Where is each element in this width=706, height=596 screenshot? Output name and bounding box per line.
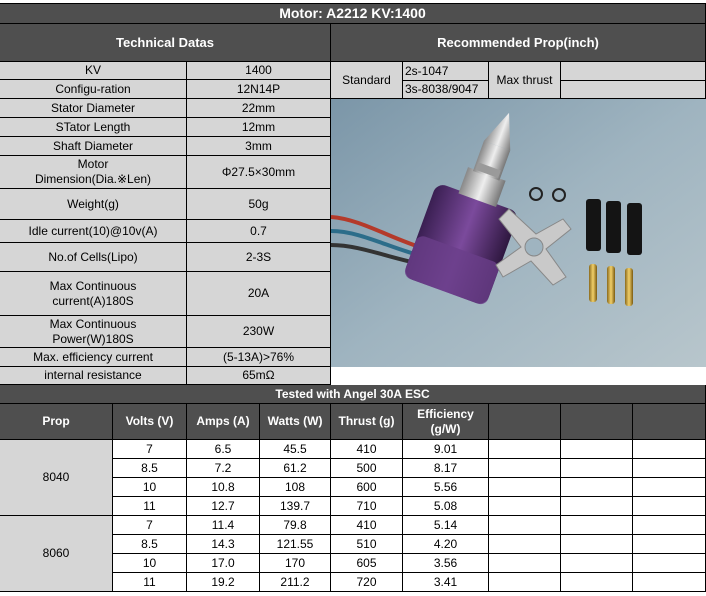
table-cell: 7	[113, 516, 187, 535]
max-thrust-label: Max thrust	[489, 62, 561, 99]
table-cell-empty	[561, 516, 633, 535]
table-cell: 10.8	[187, 478, 260, 497]
table-cell: 7	[113, 440, 187, 459]
table-cell: 6.5	[187, 440, 260, 459]
column-header-empty	[561, 404, 633, 440]
motor-photo	[331, 99, 706, 367]
table-cell: 7.2	[187, 459, 260, 478]
spec-label: Shaft Diameter	[0, 137, 187, 156]
table-cell: 720	[331, 573, 403, 592]
table-cell-empty	[489, 573, 561, 592]
table-cell: 8.5	[113, 459, 187, 478]
table-cell: 14.3	[187, 535, 260, 554]
standard-label: Standard	[331, 62, 403, 99]
table-cell-empty	[633, 573, 706, 592]
table-cell-empty	[489, 459, 561, 478]
table-cell: 410	[331, 440, 403, 459]
table-cell: 45.5	[260, 440, 331, 459]
spec-label: Idle current(10)@10v(A)	[0, 220, 187, 243]
prop-cell: 8060	[0, 516, 113, 592]
table-cell: 8.5	[113, 535, 187, 554]
spec-value: 3mm	[187, 137, 331, 156]
table-cell-empty	[633, 478, 706, 497]
spec-label: Configu-ration	[0, 80, 187, 99]
table-cell-empty	[489, 497, 561, 516]
table-cell: 510	[331, 535, 403, 554]
table-cell: 61.2	[260, 459, 331, 478]
spec-label: STator Length	[0, 118, 187, 137]
table-cell-empty	[489, 516, 561, 535]
spec-label: Motor Dimension(Dia.※Len)	[0, 156, 187, 189]
column-header-empty	[489, 404, 561, 440]
table-cell-empty	[633, 497, 706, 516]
table-cell: 10	[113, 554, 187, 573]
prop-option-3s: 3s-8038/9047	[403, 81, 489, 99]
table-cell: 10	[113, 478, 187, 497]
spec-value: 1400	[187, 62, 331, 80]
spec-value: Φ27.5×30mm	[187, 156, 331, 189]
spec-label: KV	[0, 62, 187, 80]
table-cell: 5.56	[403, 478, 489, 497]
spec-value: 230W	[187, 316, 331, 348]
spec-label: Weight(g)	[0, 189, 187, 220]
table-cell: 500	[331, 459, 403, 478]
table-cell-empty	[489, 440, 561, 459]
spec-value: 0.7	[187, 220, 331, 243]
spec-value: 65mΩ	[187, 367, 331, 385]
spec-value: 12mm	[187, 118, 331, 137]
spec-label: No.of Cells(Lipo)	[0, 243, 187, 272]
column-header: Thrust (g)	[331, 404, 403, 440]
test-header: Tested with Angel 30A ESC	[0, 385, 706, 404]
table-cell: 17.0	[187, 554, 260, 573]
spec-label: Max. efficiency current	[0, 348, 187, 367]
table-cell: 139.7	[260, 497, 331, 516]
table-cell: 605	[331, 554, 403, 573]
table-cell: 170	[260, 554, 331, 573]
table-cell-empty	[561, 478, 633, 497]
table-cell: 4.20	[403, 535, 489, 554]
table-cell: 108	[260, 478, 331, 497]
motor-kit-image	[331, 99, 706, 367]
table-cell: 5.14	[403, 516, 489, 535]
table-cell: 3.41	[403, 573, 489, 592]
table-cell: 11.4	[187, 516, 260, 535]
table-cell-empty	[489, 535, 561, 554]
column-header: Efficiency (g/W)	[403, 404, 489, 440]
table-cell-empty	[561, 554, 633, 573]
table-cell: 9.01	[403, 440, 489, 459]
table-cell: 121.55	[260, 535, 331, 554]
table-cell-empty	[633, 516, 706, 535]
table-cell-empty	[561, 459, 633, 478]
table-cell-empty	[561, 573, 633, 592]
recommended-prop-header: Recommended Prop(inch)	[331, 24, 706, 62]
column-header-empty	[633, 404, 706, 440]
table-cell: 600	[331, 478, 403, 497]
table-cell-empty	[489, 478, 561, 497]
spec-value: 20A	[187, 272, 331, 316]
table-cell-empty	[489, 554, 561, 573]
table-cell: 11	[113, 497, 187, 516]
table-cell: 5.08	[403, 497, 489, 516]
column-header: Watts (W)	[260, 404, 331, 440]
spec-label: Max Continuous current(A)180S	[0, 272, 187, 316]
spec-value: 12N14P	[187, 80, 331, 99]
prop-cell: 8040	[0, 440, 113, 516]
table-cell-empty	[561, 440, 633, 459]
table-cell: 11	[113, 573, 187, 592]
table-cell: 211.2	[260, 573, 331, 592]
prop-option-2s: 2s-1047	[403, 62, 489, 81]
column-header: Volts (V)	[113, 404, 187, 440]
table-cell: 79.8	[260, 516, 331, 535]
max-thrust-value-1	[561, 62, 706, 81]
table-cell-empty	[561, 497, 633, 516]
spec-value: 2-3S	[187, 243, 331, 272]
spec-label: Max Continuous Power(W)180S	[0, 316, 187, 348]
table-cell: 12.7	[187, 497, 260, 516]
spec-label: internal resistance	[0, 367, 187, 385]
table-cell-empty	[633, 440, 706, 459]
column-header: Prop	[0, 404, 113, 440]
table-cell-empty	[561, 535, 633, 554]
max-thrust-value-2	[561, 81, 706, 99]
spec-value: 50g	[187, 189, 331, 220]
table-cell: 19.2	[187, 573, 260, 592]
table-cell-empty	[633, 554, 706, 573]
table-cell: 710	[331, 497, 403, 516]
technical-datas-header: Technical Datas	[0, 24, 331, 62]
motor-title: Motor: A2212 KV:1400	[0, 4, 706, 24]
spec-value: (5-13A)>76%	[187, 348, 331, 367]
table-cell: 410	[331, 516, 403, 535]
table-cell-empty	[633, 459, 706, 478]
spec-label: Stator Diameter	[0, 99, 187, 118]
table-cell: 3.56	[403, 554, 489, 573]
table-cell-empty	[633, 535, 706, 554]
table-cell: 8.17	[403, 459, 489, 478]
spec-value: 22mm	[187, 99, 331, 118]
column-header: Amps (A)	[187, 404, 260, 440]
